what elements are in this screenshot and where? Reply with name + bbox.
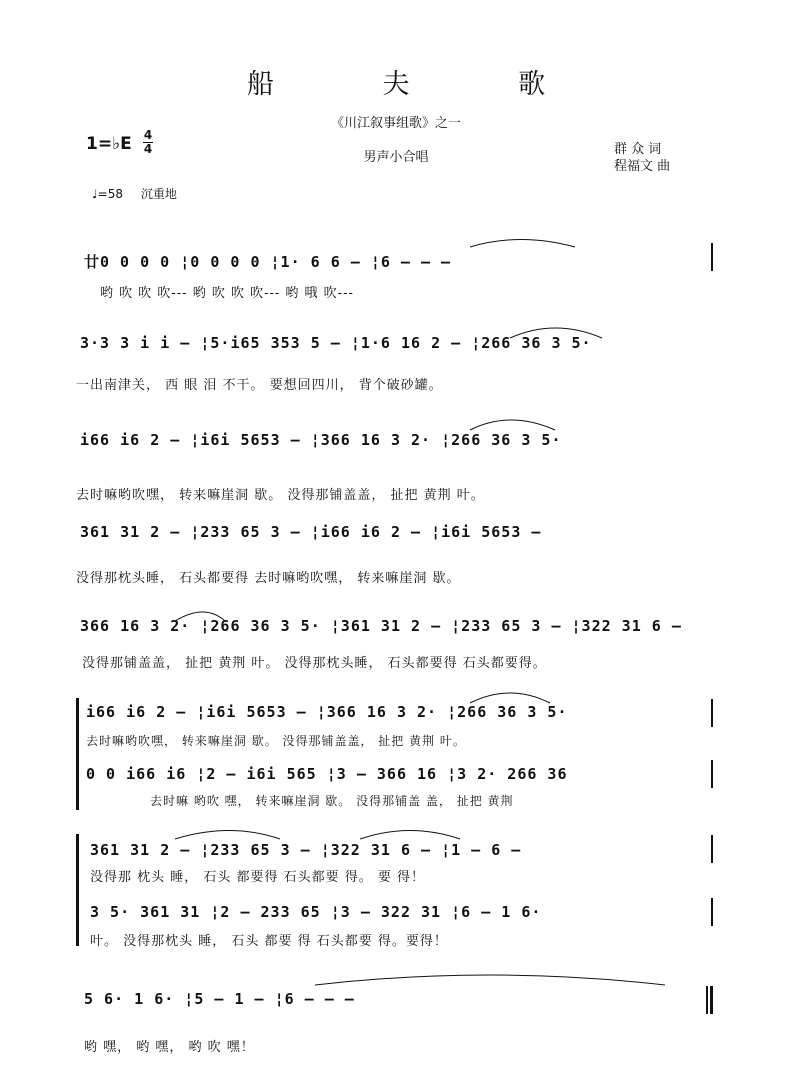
score-line-6-lyrics: 去时嘛哟吹嘿， 转来嘛崖洞 歇。 没得那铺盖盖， 扯把 黄荆 叶。 [86,734,466,748]
score-line-7-lyrics: 去时嘛 哟吹 嘿， 转来嘛崖洞 歇。 没得那铺盖 盖， 扯把 黄荆 [150,794,514,808]
tie [315,975,665,985]
tie [470,693,550,703]
score-line-2-lyrics: 一出南津关， 西 眼 泪 不干。 要想回四川， 背个破砂罐。 [76,378,443,393]
score-line-4-lyrics: 没得那枕头睡， 石头都要得 去时嘛哟吹嘿， 转来嘛崖洞 歇。 [76,571,461,586]
composer-credit: 程福文 曲 [614,159,671,174]
score-line-10-lyrics: 哟 嘿， 哟 嘿， 哟 吹 嘿！ [84,1040,255,1055]
score-line-1-lyrics: 哟 吹 吹 吹--- 哟 吹 吹 吹--- 哟 哦 吹--- [100,286,354,301]
score-line-2-notes: 3·3 3 i i – ¦5·i65 353 5 – ¦1·6 16 2 – ¦266 36 3 5· [80,334,592,352]
tie [360,831,460,840]
tie [470,420,555,430]
score-line-10-notes: 5 6· 1 6· ¦5 – 1 – ¦6 – – – [84,990,355,1008]
score-line-9-notes: 3 5· 361 31 ¦2 – 233 65 ¦3 – 322 31 ¦6 – 1 6· [90,903,542,921]
song-title: 船 夫 歌 [246,69,596,100]
score-line-5-lyrics: 没得那铺盖盖， 扯把 黄荆 叶。 没得那枕头睡， 石头都要得 石头都要得。 [82,656,547,671]
score-line-5-notes: 366 16 3 2· ¦266 36 3 5· ¦361 31 2 – ¦233 65 3 – ¦322 31 6 – [80,617,682,635]
key-signature: 1=♭E [86,134,132,154]
tempo-value: ♩=58 [92,187,123,201]
score-line-7-notes: 0 0 i66 i6 ¦2 – i6i 565 ¦3 – 366 16 ¦3 2· 266 36 [86,765,568,783]
score-line-8-notes: 361 31 2 – ¦233 65 3 – ¦322 31 6 – ¦1 – 6 – [90,841,522,859]
tie [470,240,575,248]
tie [175,831,280,840]
score-line-3-lyrics: 去时嘛哟吹嘿， 转来嘛崖洞 歇。 没得那铺盖盖， 扯把 黄荆 叶。 [76,488,485,503]
score-line-9-lyrics: 叶。 没得那枕头 睡， 石头 都要 得 石头都要 得。要得！ [90,934,448,949]
tie [175,612,225,621]
time-signature-bottom: 4 [143,142,153,156]
expression-marking: 沉重地 [140,187,177,201]
time-signature-top: 4 [143,128,153,142]
score-line-6-notes: i66 i6 2 – ¦i6i 5653 – ¦366 16 3 2· ¦266 36 3 5· [86,703,568,721]
score-line-1-notes: 廿0 0 0 0 ¦0 0 0 0 ¦1· 6 6 – ¦6 – – – [84,253,452,271]
lyricist-credit: 群 众 词 [614,142,662,157]
score-line-4-notes: 361 31 2 – ¦233 65 3 – ¦i66 i6 2 – ¦i6i 5653 – [80,523,542,541]
score-line-8-lyrics: 没得那 枕头 睡， 石头 都要得 石头都要 得。 要 得！ [90,870,426,885]
song-subtitle: 《川江叙事组歌》之一 [330,116,461,131]
score-line-3-notes: i66 i6 2 – ¦i6i 5653 – ¦366 16 3 2· ¦266 36 3 5· [80,431,562,449]
tie [510,328,602,338]
performance-type: 男声小合唱 [363,150,429,165]
